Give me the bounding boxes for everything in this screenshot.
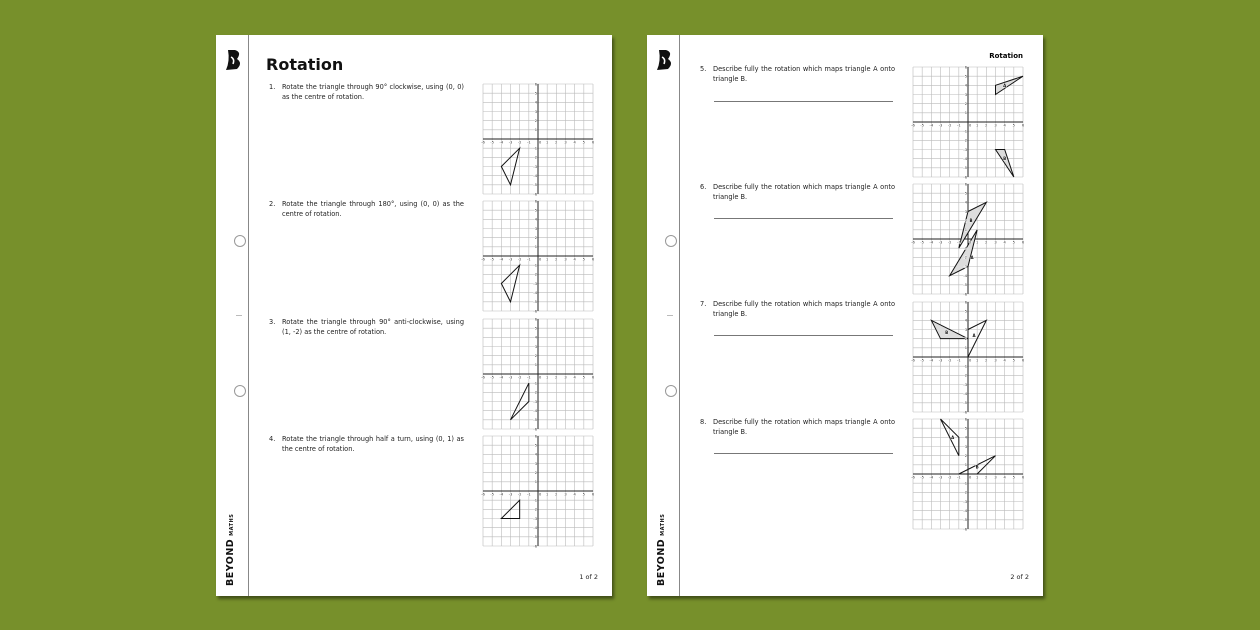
- y-tick-label: 5: [534, 443, 537, 448]
- y-tick-label: -1: [533, 381, 537, 386]
- question-text: Rotate the triangle through 90° anti-clockwise, using (1, -2) as the centre of rotation.: [282, 318, 464, 336]
- answer-line[interactable]: [714, 335, 893, 336]
- y-tick-label: 4: [964, 318, 967, 323]
- x-tick-label: 6: [1021, 358, 1025, 363]
- y-tick-label: -2: [963, 490, 967, 495]
- y-tick-label: -4: [533, 173, 537, 178]
- y-tick-label: 1: [964, 111, 967, 116]
- x-tick-label: -6: [481, 492, 485, 497]
- x-tick-label: -1: [957, 358, 961, 363]
- x-tick-label: 2: [555, 375, 558, 380]
- y-tick-label: 6: [964, 417, 967, 422]
- y-tick-label: 6: [964, 300, 967, 305]
- y-tick-label: -5: [533, 183, 537, 188]
- triangle-label: B: [975, 464, 979, 470]
- x-tick-label: -3: [938, 475, 943, 480]
- coordinate-grid-7: [911, 300, 1025, 415]
- coordinate-grid-3: [481, 317, 595, 432]
- y-tick-label: 4: [534, 217, 537, 222]
- x-tick-label: -6: [481, 375, 485, 380]
- y-tick-label: -2: [963, 138, 967, 143]
- y-tick-label: -6: [533, 427, 537, 432]
- y-tick-label: -4: [533, 290, 537, 295]
- x-tick-label: -5: [920, 358, 924, 363]
- question-number: 5.: [700, 65, 707, 73]
- x-tick-label: -3: [508, 140, 513, 145]
- y-tick-label: -1: [963, 364, 967, 369]
- x-tick-label: 0: [539, 257, 542, 262]
- x-tick-label: 3: [994, 358, 997, 363]
- x-tick-label: -3: [508, 492, 513, 497]
- y-tick-label: -6: [533, 192, 537, 197]
- y-tick-label: 2: [964, 218, 967, 223]
- x-tick-label: 5: [1012, 358, 1015, 363]
- x-tick-label: -1: [957, 123, 961, 128]
- y-tick-label: 5: [964, 74, 967, 79]
- y-tick-label: 4: [534, 100, 537, 105]
- x-tick-label: -3: [938, 123, 943, 128]
- y-tick-label: -3: [533, 281, 537, 286]
- y-tick-label: 2: [534, 118, 537, 123]
- y-tick-label: -5: [963, 401, 967, 406]
- y-tick-label: 5: [964, 191, 967, 196]
- y-tick-label: 2: [964, 101, 967, 106]
- y-tick-label: -6: [533, 309, 537, 314]
- y-tick-label: -1: [963, 129, 967, 134]
- y-tick-label: -4: [963, 391, 967, 396]
- punch-hole: [665, 235, 677, 247]
- x-tick-label: 4: [573, 375, 576, 380]
- x-tick-label: -6: [911, 475, 915, 480]
- x-tick-label: -3: [938, 240, 943, 245]
- x-tick-label: -2: [947, 358, 952, 363]
- y-tick-label: -3: [963, 264, 967, 269]
- x-tick-label: -3: [508, 375, 513, 380]
- y-tick-label: -5: [963, 166, 967, 171]
- x-tick-label: -6: [481, 140, 485, 145]
- y-tick-label: 3: [964, 209, 967, 214]
- triangle-label: B: [945, 330, 949, 336]
- x-tick-label: -2: [947, 240, 952, 245]
- x-tick-label: -2: [517, 257, 522, 262]
- y-tick-label: 1: [964, 346, 967, 351]
- y-tick-label: 5: [534, 91, 537, 96]
- question-number: 8.: [700, 418, 707, 426]
- page-number: 2 of 2: [1010, 573, 1029, 581]
- y-tick-label: 3: [534, 226, 537, 231]
- x-tick-label: 1: [546, 140, 549, 145]
- y-tick-label: 2: [534, 235, 537, 240]
- x-tick-label: -1: [527, 375, 531, 380]
- y-tick-label: -1: [533, 498, 537, 503]
- y-tick-label: 2: [534, 353, 537, 358]
- y-tick-label: -3: [963, 382, 967, 387]
- y-tick-label: 6: [534, 82, 537, 87]
- x-tick-label: 1: [976, 358, 979, 363]
- x-tick-label: 4: [1003, 475, 1006, 480]
- x-tick-label: 0: [969, 475, 972, 480]
- answer-line[interactable]: [714, 453, 893, 454]
- y-tick-label: 1: [964, 228, 967, 233]
- x-tick-label: 4: [573, 140, 576, 145]
- question-5: [701, 64, 895, 84]
- y-tick-label: 4: [964, 200, 967, 205]
- x-tick-label: -4: [929, 240, 934, 245]
- x-tick-label: 1: [546, 492, 549, 497]
- x-tick-label: 6: [1021, 123, 1025, 128]
- y-tick-label: 5: [964, 426, 967, 431]
- coordinate-grid-1: [481, 82, 595, 197]
- question-text: Rotate the triangle through half a turn, using (0, 1) as the centre of rotation.: [282, 435, 464, 453]
- x-tick-label: -4: [929, 123, 934, 128]
- question-text: Describe fully the rotation which maps triangle A onto triangle B.: [713, 300, 895, 318]
- punch-hole: [665, 385, 677, 397]
- question-4: [270, 434, 464, 454]
- y-tick-label: 6: [534, 317, 537, 322]
- x-tick-label: 6: [591, 375, 595, 380]
- y-tick-label: -4: [963, 508, 967, 513]
- x-tick-label: 3: [564, 257, 567, 262]
- y-tick-label: 3: [534, 461, 537, 466]
- fold-mark: [667, 315, 673, 316]
- y-tick-label: 3: [534, 109, 537, 114]
- x-tick-label: 1: [976, 240, 979, 245]
- x-tick-label: -5: [490, 257, 494, 262]
- x-tick-label: -5: [920, 240, 924, 245]
- y-tick-label: -2: [963, 373, 967, 378]
- y-tick-label: 3: [964, 92, 967, 97]
- x-tick-label: 2: [555, 492, 558, 497]
- y-tick-label: 3: [534, 344, 537, 349]
- answer-line[interactable]: [714, 218, 893, 219]
- x-tick-label: -6: [911, 123, 915, 128]
- page-title: Rotation: [989, 52, 1023, 60]
- x-tick-label: 5: [1012, 475, 1015, 480]
- x-tick-label: 2: [985, 475, 988, 480]
- x-tick-label: 6: [1021, 240, 1025, 245]
- coordinate-grid-4: [481, 434, 595, 549]
- question-text: Describe fully the rotation which maps triangle A onto triangle B.: [713, 418, 895, 436]
- y-tick-label: 2: [964, 336, 967, 341]
- x-tick-label: -5: [490, 140, 494, 145]
- question-8: [701, 417, 895, 437]
- y-tick-label: 4: [964, 435, 967, 440]
- question-number: 2.: [269, 200, 276, 208]
- question-number: 4.: [269, 435, 276, 443]
- y-tick-label: -4: [963, 156, 967, 161]
- x-tick-label: 5: [1012, 123, 1015, 128]
- margin-line: [679, 35, 680, 596]
- x-tick-label: 4: [1003, 123, 1006, 128]
- y-tick-label: 1: [534, 128, 537, 133]
- brand-name: BEYOND: [225, 538, 236, 586]
- y-tick-label: -5: [963, 518, 967, 523]
- y-tick-label: -6: [963, 410, 967, 415]
- x-tick-label: 1: [546, 257, 549, 262]
- x-tick-label: 4: [1003, 240, 1006, 245]
- x-tick-label: -5: [490, 375, 494, 380]
- x-tick-label: -6: [481, 257, 485, 262]
- y-tick-label: 3: [964, 327, 967, 332]
- question-number: 3.: [269, 318, 276, 326]
- x-tick-label: -4: [929, 358, 934, 363]
- answer-line[interactable]: [714, 101, 893, 102]
- y-tick-label: -1: [533, 263, 537, 268]
- y-tick-label: 5: [534, 326, 537, 331]
- y-tick-label: -3: [963, 147, 967, 152]
- y-tick-label: 6: [534, 434, 537, 439]
- page-title: Rotation: [266, 55, 344, 74]
- x-tick-label: -5: [920, 123, 924, 128]
- x-tick-label: -4: [499, 375, 504, 380]
- y-tick-label: 4: [534, 452, 537, 457]
- x-tick-label: 3: [564, 492, 567, 497]
- x-tick-label: 6: [1021, 475, 1025, 480]
- x-tick-label: 6: [591, 492, 595, 497]
- x-tick-label: -2: [517, 492, 522, 497]
- x-tick-label: 0: [969, 123, 972, 128]
- y-tick-label: -1: [963, 481, 967, 486]
- x-tick-label: -4: [499, 257, 504, 262]
- y-tick-label: 2: [534, 470, 537, 475]
- y-tick-label: -5: [533, 418, 537, 423]
- y-tick-label: 6: [534, 199, 537, 204]
- triangle-label: A: [951, 434, 955, 440]
- y-tick-label: -1: [963, 246, 967, 251]
- x-tick-label: -2: [517, 375, 522, 380]
- x-tick-label: 6: [591, 257, 595, 262]
- page-number: 1 of 2: [579, 573, 598, 581]
- x-tick-label: -1: [527, 140, 531, 145]
- y-tick-label: -3: [533, 516, 537, 521]
- punch-hole: [234, 235, 246, 247]
- coordinate-grid-6: [911, 182, 1025, 297]
- x-tick-label: 3: [994, 123, 997, 128]
- x-tick-label: 0: [539, 492, 542, 497]
- x-tick-label: -2: [947, 123, 952, 128]
- y-tick-label: -2: [533, 155, 537, 160]
- x-tick-label: 2: [985, 123, 988, 128]
- x-tick-label: 5: [582, 375, 585, 380]
- triangle-label: B: [969, 218, 973, 224]
- question-6: [701, 182, 895, 202]
- x-tick-label: -1: [957, 240, 961, 245]
- brand-name: BEYOND: [656, 538, 667, 586]
- x-tick-label: -2: [517, 140, 522, 145]
- x-tick-label: 2: [555, 257, 558, 262]
- x-tick-label: -5: [490, 492, 494, 497]
- worksheet-page-2: [647, 35, 1043, 596]
- y-tick-label: -6: [963, 527, 967, 532]
- x-tick-label: 3: [994, 475, 997, 480]
- coordinate-grid-8: [911, 417, 1025, 532]
- x-tick-label: -2: [947, 475, 952, 480]
- brand-vertical: [652, 513, 676, 590]
- x-tick-label: 3: [564, 375, 567, 380]
- question-text: Rotate the triangle through 180°, using (0, 0) as the centre of rotation.: [282, 200, 464, 218]
- brand-sub: MATHS: [229, 513, 235, 536]
- y-tick-label: 4: [964, 83, 967, 88]
- question-text: Describe fully the rotation which maps triangle A onto triangle B.: [713, 65, 895, 83]
- punch-hole: [234, 385, 246, 397]
- x-tick-label: -5: [920, 475, 924, 480]
- triangle-label: A: [970, 254, 974, 260]
- y-tick-label: -4: [533, 408, 537, 413]
- triangle-label: A: [1003, 82, 1007, 88]
- question-number: 1.: [269, 83, 276, 91]
- y-tick-label: 1: [964, 463, 967, 468]
- x-tick-label: 0: [539, 375, 542, 380]
- y-tick-label: -6: [533, 544, 537, 549]
- brand-vertical: [221, 513, 245, 590]
- question-1: [270, 82, 464, 102]
- y-tick-label: 6: [964, 182, 967, 187]
- x-tick-label: 4: [573, 257, 576, 262]
- y-tick-label: -2: [533, 507, 537, 512]
- y-tick-label: -4: [533, 525, 537, 530]
- x-tick-label: -6: [911, 358, 915, 363]
- margin-line: [248, 35, 249, 596]
- x-tick-label: 1: [976, 475, 979, 480]
- y-tick-label: -1: [533, 146, 537, 151]
- y-tick-label: -3: [533, 399, 537, 404]
- x-tick-label: 3: [994, 240, 997, 245]
- x-tick-label: 6: [591, 140, 595, 145]
- y-tick-label: -2: [533, 272, 537, 277]
- x-tick-label: -4: [499, 140, 504, 145]
- x-tick-label: 2: [555, 140, 558, 145]
- question-3: [270, 317, 464, 337]
- triangle-label: B: [1003, 156, 1007, 162]
- x-tick-label: -1: [527, 492, 531, 497]
- coordinate-grid-5: [911, 65, 1025, 180]
- y-tick-label: 6: [964, 65, 967, 70]
- y-tick-label: -2: [533, 390, 537, 395]
- x-tick-label: 0: [969, 358, 972, 363]
- x-tick-label: 4: [573, 492, 576, 497]
- x-tick-label: -6: [911, 240, 915, 245]
- x-tick-label: 3: [564, 140, 567, 145]
- question-number: 6.: [700, 183, 707, 191]
- y-tick-label: -5: [963, 283, 967, 288]
- y-tick-label: -4: [963, 273, 967, 278]
- x-tick-label: 5: [1012, 240, 1015, 245]
- x-tick-label: 1: [546, 375, 549, 380]
- y-tick-label: 1: [534, 245, 537, 250]
- x-tick-label: 0: [969, 240, 972, 245]
- y-tick-label: 2: [964, 453, 967, 458]
- x-tick-label: 1: [976, 123, 979, 128]
- question-7: [701, 299, 895, 319]
- x-tick-label: 2: [985, 240, 988, 245]
- fold-mark: [236, 315, 242, 316]
- y-tick-label: -6: [963, 175, 967, 180]
- question-text: Rotate the triangle through 90° clockwise, using (0, 0) as the centre of rotation.: [282, 83, 464, 101]
- x-tick-label: -3: [938, 358, 943, 363]
- worksheet-page-1: [216, 35, 612, 596]
- x-tick-label: 5: [582, 492, 585, 497]
- y-tick-label: -3: [533, 164, 537, 169]
- y-tick-label: -3: [963, 499, 967, 504]
- y-tick-label: -5: [533, 300, 537, 305]
- y-tick-label: 3: [964, 444, 967, 449]
- x-tick-label: 0: [539, 140, 542, 145]
- question-2: [270, 199, 464, 219]
- y-tick-label: 4: [534, 335, 537, 340]
- y-tick-label: 1: [534, 480, 537, 485]
- question-text: Describe fully the rotation which maps triangle A onto triangle B.: [713, 183, 895, 201]
- x-tick-label: 5: [582, 257, 585, 262]
- y-tick-label: -5: [533, 535, 537, 540]
- y-tick-label: 1: [534, 363, 537, 368]
- triangle-label: A: [972, 333, 976, 339]
- question-number: 7.: [700, 300, 707, 308]
- x-tick-label: -1: [527, 257, 531, 262]
- x-tick-label: -3: [508, 257, 513, 262]
- beyond-logo-icon: [656, 49, 674, 71]
- x-tick-label: 2: [985, 358, 988, 363]
- x-tick-label: 5: [582, 140, 585, 145]
- brand-sub: MATHS: [660, 513, 666, 536]
- y-tick-label: -2: [963, 255, 967, 260]
- x-tick-label: -4: [929, 475, 934, 480]
- beyond-logo-icon: [225, 49, 243, 71]
- y-tick-label: 5: [964, 309, 967, 314]
- x-tick-label: -1: [957, 475, 961, 480]
- y-tick-label: -6: [963, 292, 967, 297]
- coordinate-grid-2: [481, 199, 595, 314]
- x-tick-label: -4: [499, 492, 504, 497]
- y-tick-label: 5: [534, 208, 537, 213]
- x-tick-label: 4: [1003, 358, 1006, 363]
